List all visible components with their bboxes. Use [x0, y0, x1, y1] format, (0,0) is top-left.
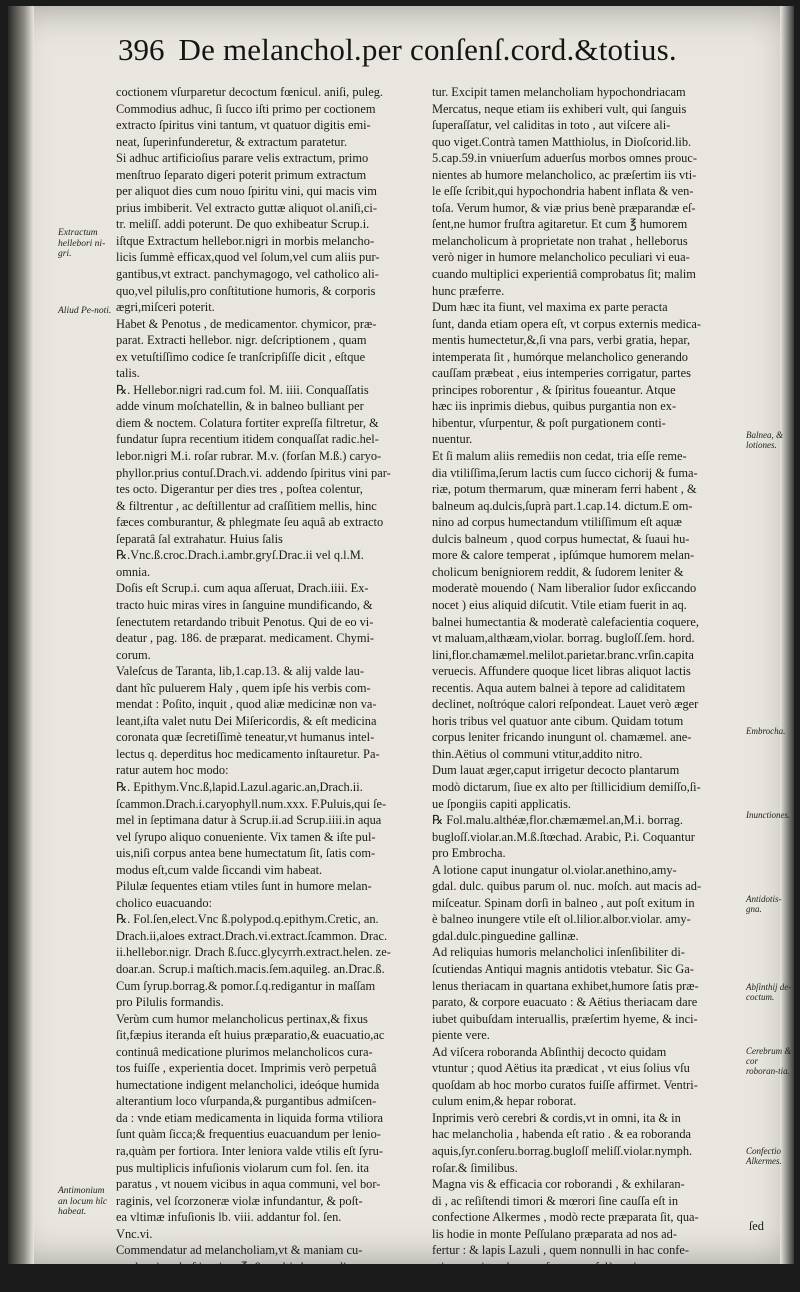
text-line: ctione omittendum cenſent , non ſolùm vim pur- [432, 1259, 670, 1274]
text-line: horis tribus vel quatuor ante cibum. Quidam totum [432, 713, 684, 728]
text-line: ℞ Fol.malu.althéæ,flor.chæmæmel.an,M.i. borrag. [432, 813, 683, 828]
text-line: menſtruo ſeparato digeri poterit primum extractum [116, 167, 367, 182]
text-line: ſcammon.Drach.i.caryophyll.num.xxx. F.Puluis,qui ſe- [116, 796, 387, 811]
margin-note: Antimonium an locum hîc habeat. [58, 1186, 108, 1217]
text-line: ſent,ne humor fruſtra agitaretur. Et cum ℥ humorem [432, 217, 688, 232]
text-line: quo,vel pilulis,pro conſtitutione humoris, & corporis [116, 283, 376, 298]
text-line: tos fuiſſe , experientia docet. Imprimis verò perpetuâ [116, 1061, 377, 1076]
text-line: tes octo. Digerantur per dies tres , poſtea colentur, [116, 482, 363, 497]
text-line: miſceatur. Spinam dorſi in balneo , aut poſt exitum in [432, 895, 695, 910]
book-page [8, 6, 794, 1291]
text-line: lectus q. deperditus hoc medicamento inſtauretur. Pa- [116, 746, 380, 761]
text-line: Cum ſyrup.borrag.& pomor.ſ.q.redigantur in maſſam [116, 978, 376, 993]
text-line: doar.an. Scrup.i maſtich.macis.ſem.aquileg. an.Drac.ß. [116, 961, 385, 976]
text-line: recentis. Aqua autem balnei à tepore ad caliditatem [432, 680, 686, 695]
text-line: ue ſpongiis capiti applicatis. [432, 796, 572, 811]
text-line: gdal.dulc.pinguedine gallinæ. [432, 928, 579, 943]
text-line: paratus , vt nouem vicibus in aqua communi, vel bor- [116, 1177, 381, 1192]
text-line: nientes ab humore melancholico, ac præſertim iis vti- [432, 167, 697, 182]
text-line: tum profuiſſe , è Galeni quoque ſchola Medici teſtan- [116, 1276, 378, 1291]
text-line: mendat : Poſito, inquit , quod aliæ medicinæ non va- [116, 697, 377, 712]
text-line: Verùm cum humor melancholicus pertinax,& fixus [116, 1011, 368, 1026]
text-line: nuentur. [432, 432, 473, 447]
text-line: Pilulæ ſequentes etiam vtiles ſunt in humore melan- [116, 879, 372, 894]
text-line: ea vltimæ infuſionis lb. viii. addantur fol. ſen. [116, 1210, 342, 1225]
text-line: Ad viſcera roboranda Abſinthij decocto quidam [432, 1044, 667, 1059]
text-line: ii.hellebor.nigr. Drach ß.ſucc.glycyrrh.extract.helen. ze- [116, 945, 391, 960]
text-line: cuando multiplici experientiâ comprobatus ſit; malim [432, 267, 696, 282]
text-line: toſa. Verum humor, & viæ prius benè præparandæ eſ- [432, 200, 696, 215]
text-line: mel in ſeptimana datur à Scrup.ii.ad Scrup.iiii.in aqua [116, 813, 382, 828]
margin-note: Confectio Alkermes. [746, 1146, 782, 1166]
text-line: ſenectutem retardando tribuit Penotus. Qui de eo vi- [116, 614, 374, 629]
text-line: melancholicum à proprietate non trahat , helleborus [432, 233, 688, 248]
text-line: dia vtiliſſima,ſerum lactis cum ſucco cichorij & fuma- [432, 465, 698, 480]
text-line: talis. [116, 366, 140, 381]
text-line: declinet, noſtróque calori reſpondeat. Lauet verò æger [432, 697, 699, 712]
text-line: ex vetuſtiſſimo codice ſe tranſcripſiſſe dicit , eſtque [116, 349, 366, 364]
text-line: lebor.nigri M.i. roſar rubrar. M.v. (forſan M.ß.) caryo- [116, 449, 382, 464]
text-line: balneum aq.dulcis,ſuprà part.1.cap.14. dictum.E om- [432, 498, 693, 513]
text-line: Dum hæc ita fiunt, vel maxima ex parte peracta [432, 300, 668, 315]
text-line: ℞.Vnc.ß.croc.Drach.i.ambr.gryſ.Drac.ii vel q.l.M. [116, 548, 364, 563]
text-line: Inprimis verò cerebri & cordis,vt in omni, ita & in [432, 1110, 681, 1125]
text-line: quoſdam ab hoc morbo curatos fuiſſe affirmet. Ventri- [432, 1077, 698, 1092]
text-line: modò dictarum, ſiue ex alto per ſtillicidium demiſſo,ſi- [432, 779, 701, 794]
text-line: mentis humectetur,&,ſi vna pars, verbi gratia, hepar, [432, 333, 691, 348]
text-line: parat. Extracti hellebor. nigr. deſcriptionem , quam [116, 333, 367, 348]
margin-note: Balnea, & lotiones. [746, 430, 783, 450]
text-line: principes roborentur , & ſpiritus foueantur. Atque [432, 382, 676, 397]
text-line: neat, ſuperinfunderetur, & extractum paratetur. [116, 134, 348, 149]
margin-note: Embrocha. [746, 726, 786, 736]
text-line: cholicum benigniorem reddit, & ſudorem leniter & [432, 564, 684, 579]
text-line: randam in robuſtis etiam ℥, & multis hoc medicamen- [116, 1259, 383, 1274]
text-line: culum enim,& hepar roborat. [432, 1094, 577, 1109]
text-line: 5.cap.59.in vniuerſum aduerſus morbos omnes prouc- [432, 151, 697, 166]
text-line: cholico euacuando: [116, 895, 212, 910]
margin-note: Inunctiones. [746, 810, 791, 820]
text-line: roſar.& ſimilibus. [432, 1160, 518, 1175]
text-line: è balneo inungere vtile eſt ol.lilior.albor.violar. amy- [432, 912, 691, 927]
text-line: coronata quæ ſecretiſſimè teneatur,vt humanus intel- [116, 730, 375, 745]
text-line: fæces comburantur, & phlegmate ſeu aquâ ab extracto [116, 515, 384, 530]
margin-note: Cerebrum & cor roboran-tia. [746, 1046, 792, 1076]
text-line: Habet & Penotus , de medicamentor. chymicor, præ- [116, 316, 377, 331]
text-line: hunc præferre. [432, 283, 505, 298]
text-line: deatur , pag. 186. de præparat. medicament. Chymi- [116, 631, 375, 646]
text-line: modus eſt,cum valde ſiccandi vim habeat. [116, 862, 323, 877]
text-line: nino ad corpus humectandum vtiliſſimum eſt aquæ [432, 515, 682, 530]
text-line: fundatur ſupra recentium itidem conquaſſat radic.hel- [116, 432, 379, 447]
margin-note: Extractum hellebori ni-gri. [58, 228, 106, 259]
running-header [118, 32, 738, 84]
text-line: bugloſſ.violar.an.M.ß.ſtœchad. Arabic, P.i. Coquantur [432, 829, 695, 844]
text-line: riæ, potum thermarum, quæ mineram ferri habent , & [432, 482, 697, 497]
text-line: gandi , teſte Auicenna , in libro de viribus cordis, [432, 1276, 675, 1291]
text-line: A lotione caput inungatur ol.violar.anethino,amy- [432, 862, 677, 877]
text-line: gantibus,vt extract. panchymagogo, vel catholico ali- [116, 267, 379, 282]
text-line: corpus leniter fricando inungunt ol. chamæmel. ane- [432, 730, 692, 745]
text-line: diem & noctem. Colatura fortiter expreſſa filtretur, & [116, 415, 379, 430]
text-line: ℞. Hellebor.nigri rad.cum fol. M. iiii. Conquaſſatis [116, 382, 369, 397]
text-line: iubet quibuſdam interuallis, præſertim hyeme, & inci- [432, 1011, 698, 1026]
text-line: Valeſcus de Taranta, lib,1.cap.13. & alij valde lau- [116, 664, 365, 679]
text-line: Commendatur ad melancholiam,vt & maniam cu- [116, 1243, 363, 1258]
text-line: more & calore temperat , ipſúmque humorem melan- [432, 548, 695, 563]
text-line: verò niger in humore melancholico peculiari vi eua- [432, 250, 690, 265]
text-line: ratur autem hoc modo: [116, 763, 229, 778]
text-line: ra,quàm per fortiora. Inter leniora valde vtilis eſt ſyru- [116, 1144, 383, 1158]
text-column-left [116, 84, 428, 1292]
text-column-right [432, 84, 752, 1292]
text-line: fertur : & lapis Lazuli , quem nonnulli in hac confe- [432, 1243, 690, 1258]
text-line: ſeparatâ ſal extrahatur. Huius ſalis [116, 531, 283, 546]
text-line: raginis, vel ſcorzoneræ violæ infundantur, & poſt- [116, 1193, 363, 1208]
text-line: piente vere. [432, 1028, 490, 1043]
text-line: hæc iis inprimis diebus, quibus purgantia non ex- [432, 399, 677, 414]
text-line: leant,iſta valet nutu Dei Miſericordis, & eſt medicina [116, 713, 377, 728]
text-line: veruecis. Affundere quoque licet libras aliquot lactis [432, 664, 691, 679]
text-line: ſit,fæpius iteranda eſt huius præparatio,& euacuatio,ac [116, 1028, 385, 1043]
text-line: ℞. Epithym.Vnc.ß,lapid.Lazul.agaric.an,Drach.ii. [116, 779, 363, 794]
text-line: Commodius adhuc, ſi ſucco iſti primo per coctionem [116, 101, 376, 116]
text-line: thin.Aëtius ol communi vtitur,addito nitro. [432, 746, 643, 761]
text-line: cauſſam præbeat , eius intemperies corrigatur, partes [432, 366, 691, 381]
text-line: pro Embrocha. [432, 846, 506, 861]
text-line: ſuperaſſatur, vel caliditas in toto , aut viſcere ali- [432, 118, 671, 133]
text-line: dant hîc puluerem Haly , quem ipſe his verbis com- [116, 680, 371, 695]
text-line: coctionem vſurparetur decoctum fœnicul. aniſi, puleg. [116, 85, 383, 99]
text-line: Magna vis & efficacia cor roborandi , & exhilaran- [432, 1177, 685, 1192]
text-line: phyllor.prius contuſ.Drach.vi. addendo ſpiritus vini par- [116, 465, 391, 480]
text-line: quo viget.Contrà tamen Matthiolus, in Dioſcorid.lib. [432, 134, 692, 149]
text-line: intemperata ſit , humórque melancholico generando [432, 349, 688, 364]
text-line: vt maluam,althæam,violar. borrag. bugloſſ.ſem. hord. [432, 631, 695, 646]
text-line: ſunt, danda etiam opera eſt, vt corpus externis medica- [432, 316, 702, 331]
text-line: licis ſummè efficax,quod vel ſolum,vel cum aliis pur- [116, 250, 380, 265]
text-line: lini,flor.chamæmel.melilot.parietar.branc.vrſin.capita [432, 647, 694, 662]
text-line: Mercatus, neque etiam iis exhiberi vult, qui ſanguis [432, 101, 687, 116]
text-line: Dum lauat æger,caput irrigetur decocto plantarum [432, 763, 680, 778]
text-line: nocet ) eius aliquid diſcutit. Vtile etiam fuerit in aq. [432, 597, 687, 612]
text-line: tr. meliſſ. addi poterunt. De quo exhibeatur Scrup.i. [116, 217, 370, 232]
text-line: hibentur, vſurpentur, & poſt purgationem conti- [432, 415, 666, 430]
text-line: moderatè mouendo ( Nam liberalior ſudor exſiccando [432, 581, 697, 596]
catchword: ſed [748, 1219, 764, 1233]
page-number: 396 [118, 32, 165, 67]
text-line: da : vnde etiam medicamenta in liquida forma vtiliora [116, 1110, 383, 1125]
text-line: uis,niſi corpus antea bene humectatum ſit, ſatis com- [116, 846, 376, 861]
text-line: di , ac reſiſtendi timori & mœrori ſine cauſſa eſt in [432, 1193, 679, 1208]
margin-note: Antidotis-gna. [746, 894, 782, 914]
text-line: Doſis eſt Scrup.i. cum aqua aſſeruat, Drach.iiii. Ex- [116, 581, 369, 596]
text-line: continuâ medicatione plurimos melancholicos cura- [116, 1044, 373, 1059]
margin-note: Aliud Pe-noti. [58, 306, 112, 316]
text-line: parato, & corpore euacuato : & Aëtius theriacam dare [432, 995, 698, 1010]
text-line: pus multiplicis infuſionis violarum cum fol. ſen. ita [116, 1160, 369, 1175]
text-line: ægri,miſceri poterit. [116, 300, 215, 315]
text-line: Vnc.vi. [116, 1226, 153, 1241]
text-line: pro Pilulis formandis. [116, 995, 224, 1010]
text-line: extracto ſpiritus vini tantum, vt quatuor digitis emi- [116, 118, 371, 133]
text-line: lis hodie in monte Peſſulano præparata ad nos ad- [432, 1226, 678, 1241]
text-line: Ad reliquias humoris melancholici inſenſibiliter di- [432, 945, 685, 960]
text-line: vtuntur ; quod Aëtius ita prædicat , vt eius ſolius vſu [432, 1061, 690, 1076]
text-line: le eſſe ſcribit,qui hypochondria habent inflata & ven- [432, 184, 694, 199]
margin-note: Abſinthij de-coctum. [746, 982, 792, 1002]
text-line: Et ſi malum aliis remediis non cedat, tria eſſe reme- [432, 449, 687, 464]
page-gutter-shadow [8, 6, 34, 1264]
text-line: prius imbiberit. Vel extracto guttæ aliquot ol.aniſi,ci- [116, 200, 377, 215]
text-line: Si adhuc artificioſius parare velis extractum, primo [116, 151, 369, 166]
text-line: humectatione indigent melancholici, ideóque humida [116, 1077, 380, 1092]
text-line: Drach.ii,aloes extract.Drach.vi.extract.ſcammon. Drac. [116, 928, 388, 943]
running-title: De melanchol.per conſenſ.cord.&totius. [178, 32, 677, 67]
text-line: ſcutiendas Antiqui magnis antidotis vtebatur. Sic Ga- [432, 961, 694, 976]
text-line: aquis,ſyr.conſeru.borrag.bugloſſ meliſſ.violar.nymph. [432, 1144, 693, 1158]
text-line: corum. [116, 647, 151, 662]
text-line: adde vinum moſchatellin, & in balneo bulliant per [116, 399, 364, 414]
text-line: confectione Alkermes , modò recte præparata ſit, qua- [432, 1210, 699, 1225]
text-line: lenus theriacam in quartana exhibet,humore ſatis præ- [432, 978, 699, 993]
text-line: dulcis balneum , quod corpus humectat, & ſuaui hu- [432, 531, 690, 546]
text-line: gdal. dulc. quibus parum ol. nuc. moſch. aut macis ad- [432, 879, 702, 894]
text-line: alterantium loco vſurpanda,& purgantibus admiſcen- [116, 1094, 377, 1109]
text-line: hac melancholia , habenda eſt ratio . & ea roboranda [432, 1127, 692, 1142]
text-line: & filtrentur , ac deſtillentur ad craſſitiem mellis, hinc [116, 498, 377, 513]
text-line: tur. Excipit tamen melancholiam hypochondriacam [432, 85, 686, 99]
text-line: balnei humectantia & moderatè calefacientia coquere, [432, 614, 699, 629]
text-line: per aliquot dies cum nouo ſpiritu vini, qui macis vim [116, 184, 377, 199]
text-line: omnia. [116, 564, 151, 579]
text-line: iſtque Extractum hellebor.nigri in morbis melancho- [116, 233, 375, 248]
text-line: ſunt quàm ſicca;& frequentius euacuandum per lenio- [116, 1127, 381, 1142]
text-line: vel ſyrupo aliquo conueniente. Vix tamen & iſte pul- [116, 829, 376, 844]
text-line: tracto huic miras vires in ſanguine mundificando, & [116, 597, 373, 612]
text-line: ℞. Fol.ſen,elect.Vnc ß.polypod.q.epithym.Cretic, an. [116, 912, 379, 927]
